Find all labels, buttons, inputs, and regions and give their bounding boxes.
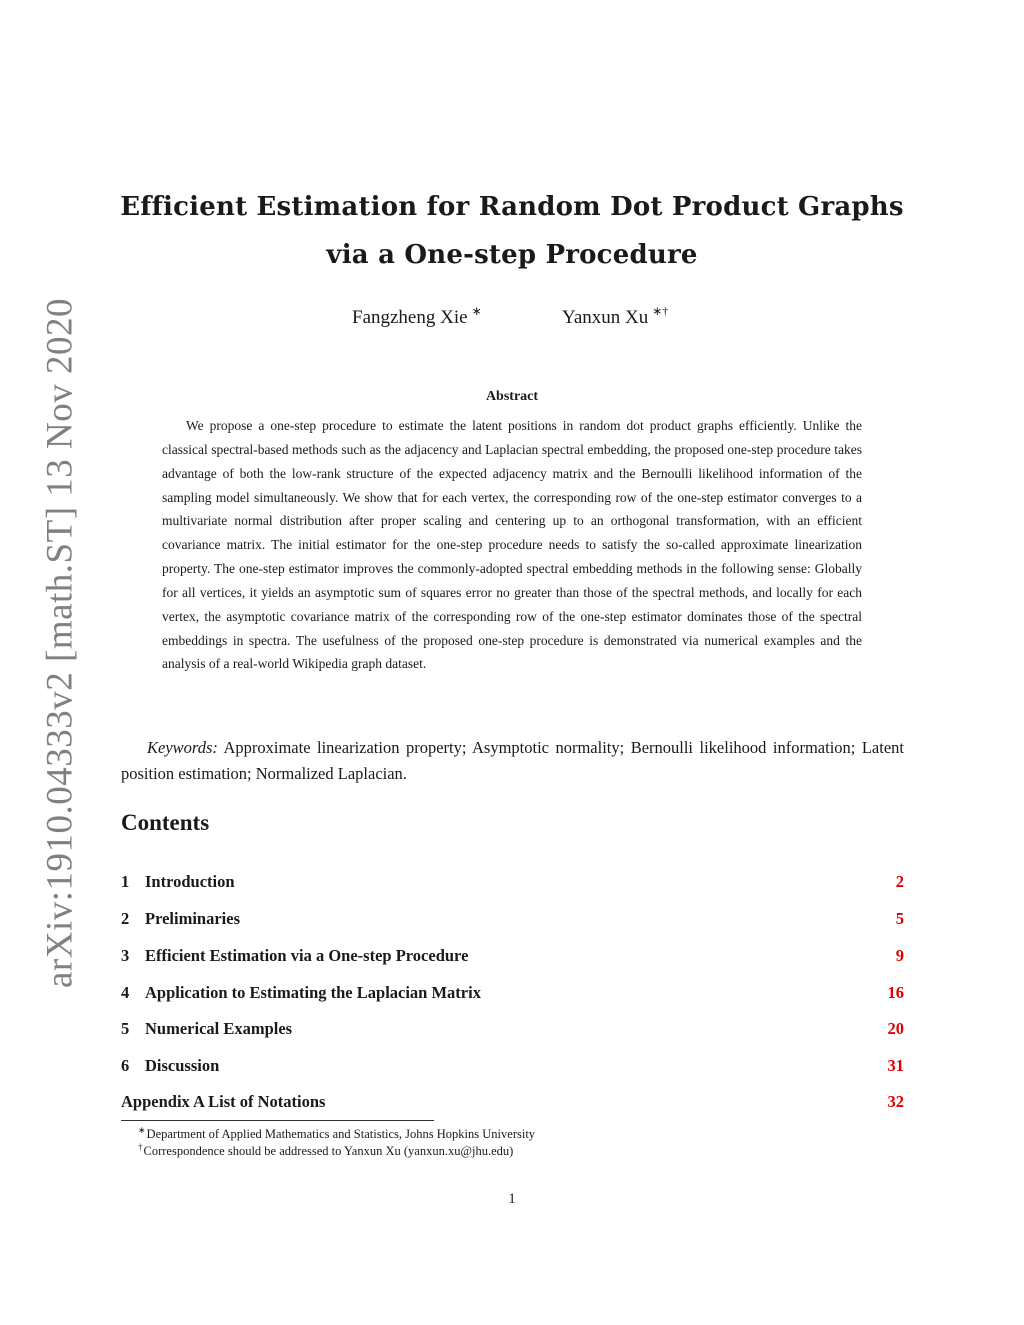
toc-entry-title[interactable]: Numerical Examples xyxy=(145,1019,293,1038)
footnote-affiliation xyxy=(138,1125,535,1142)
toc-entry-page-link[interactable]: 5 xyxy=(895,909,904,928)
toc-entry-title[interactable]: Discussion xyxy=(145,1056,220,1075)
toc-entry-introduction[interactable] xyxy=(121,872,904,894)
arxiv-identifier-stamp: arXiv:1910.04333v2 [math.ST] 13 Nov 2020 xyxy=(39,297,81,989)
author-2 xyxy=(562,304,668,329)
toc-entry-number: 2 xyxy=(121,909,130,928)
author-1-name: Fangzheng Xie xyxy=(352,307,468,328)
toc-entry-number: 3 xyxy=(121,946,130,965)
footnote-correspondence xyxy=(138,1142,513,1159)
contents-heading: Contents xyxy=(121,810,210,835)
toc-entry-page-link[interactable]: 31 xyxy=(887,1056,904,1075)
keywords-text: Approximate linearization property; Asymptotic normality; Bernoulli likelihood information; Latent position estimation; Normalized Laplacian. xyxy=(121,738,904,783)
keywords-label: Keywords: xyxy=(147,738,218,757)
toc-entry-page-link[interactable]: 20 xyxy=(887,1019,904,1038)
toc-entry-efficient-estimation[interactable] xyxy=(121,946,904,968)
toc-entry-numerical-examples[interactable] xyxy=(121,1019,904,1041)
toc-entry-title[interactable]: Appendix A List of Notations xyxy=(121,1092,326,1111)
page-number: 1 xyxy=(508,1191,516,1207)
toc-entry-discussion[interactable] xyxy=(121,1056,904,1078)
paper-title-line-2: via a One-step Procedure xyxy=(326,240,698,270)
toc-entry-page-link[interactable]: 9 xyxy=(895,946,904,965)
toc-entry-appendix-notations[interactable] xyxy=(121,1092,904,1114)
toc-entry-page-link[interactable]: 16 xyxy=(887,983,904,1002)
toc-entry-title[interactable]: Application to Estimating the Laplacian Matrix xyxy=(145,983,481,1002)
toc-entry-title[interactable]: Efficient Estimation via a One-step Procedure xyxy=(145,946,469,965)
author-1 xyxy=(352,304,482,329)
toc-entry-page-link[interactable]: 32 xyxy=(887,1092,904,1111)
toc-entry-number: 5 xyxy=(121,1019,130,1038)
toc-entry-preliminaries[interactable] xyxy=(121,909,904,931)
toc-entry-laplacian-application[interactable] xyxy=(121,983,904,1005)
footnote-mark: ∗ xyxy=(138,1125,146,1135)
author-list xyxy=(0,304,1024,328)
toc-entry-title[interactable]: Introduction xyxy=(145,872,235,891)
toc-entry-number: 6 xyxy=(121,1056,130,1075)
footnote-divider xyxy=(121,1120,434,1121)
toc-entry-number: 4 xyxy=(121,983,130,1002)
toc-entry-page-link[interactable]: 2 xyxy=(895,872,904,891)
footnote-text: Correspondence should be addressed to Yanxun Xu (yanxun.xu@jhu.edu) xyxy=(143,1144,514,1158)
author-2-footnote-marks[interactable]: ∗† xyxy=(652,304,669,318)
toc-entry-title[interactable]: Preliminaries xyxy=(145,909,241,928)
author-2-name: Yanxun Xu xyxy=(562,307,649,328)
footnote-text: Department of Applied Mathematics and Statistics, Johns Hopkins University xyxy=(146,1127,536,1141)
footnote-mark: † xyxy=(138,1142,143,1152)
keywords-paragraph xyxy=(121,735,904,787)
abstract-text: We propose a one-step procedure to estimate the latent positions in random dot product graphs efficiently. Unlike the classical spectral-based methods such as the adjacency and Laplacian spectral embedding, the proposed one-step procedure takes advantage of both the low-rank structure of the expected adjacency matrix and the Bernoulli likelihood information of the sampling model simultaneously. We show that for each vertex, the corresponding row of the one-step estimator converges to a multivariate normal distribution after proper scaling and centering up to an orthogonal transformation, with an efficient covariance matrix. The initial estimator for the one-step procedure needs to satisfy the so-called approximate linearization property. The one-step estimator improves the commonly-adopted spectral embedding methods in the following sense: Globally for all vertices, it yields an asymptotic sum of squares error no greater than those of the spectral methods, and locally for each vertex, the asymptotic covariance matrix of the corresponding row of the one-step estimator dominates those of the spectral embeddings in spectra. The usefulness of the proposed one-step procedure is demonstrated via numerical examples and the analysis of a real-world Wikipedia graph dataset. xyxy=(162,418,862,672)
author-1-footnote-marks[interactable]: ∗ xyxy=(471,304,482,318)
abstract-heading: Abstract xyxy=(485,389,539,404)
paper-title-line-1: Efficient Estimation for Random Dot Product Graphs xyxy=(120,192,904,222)
toc-entry-number: 1 xyxy=(121,872,130,891)
